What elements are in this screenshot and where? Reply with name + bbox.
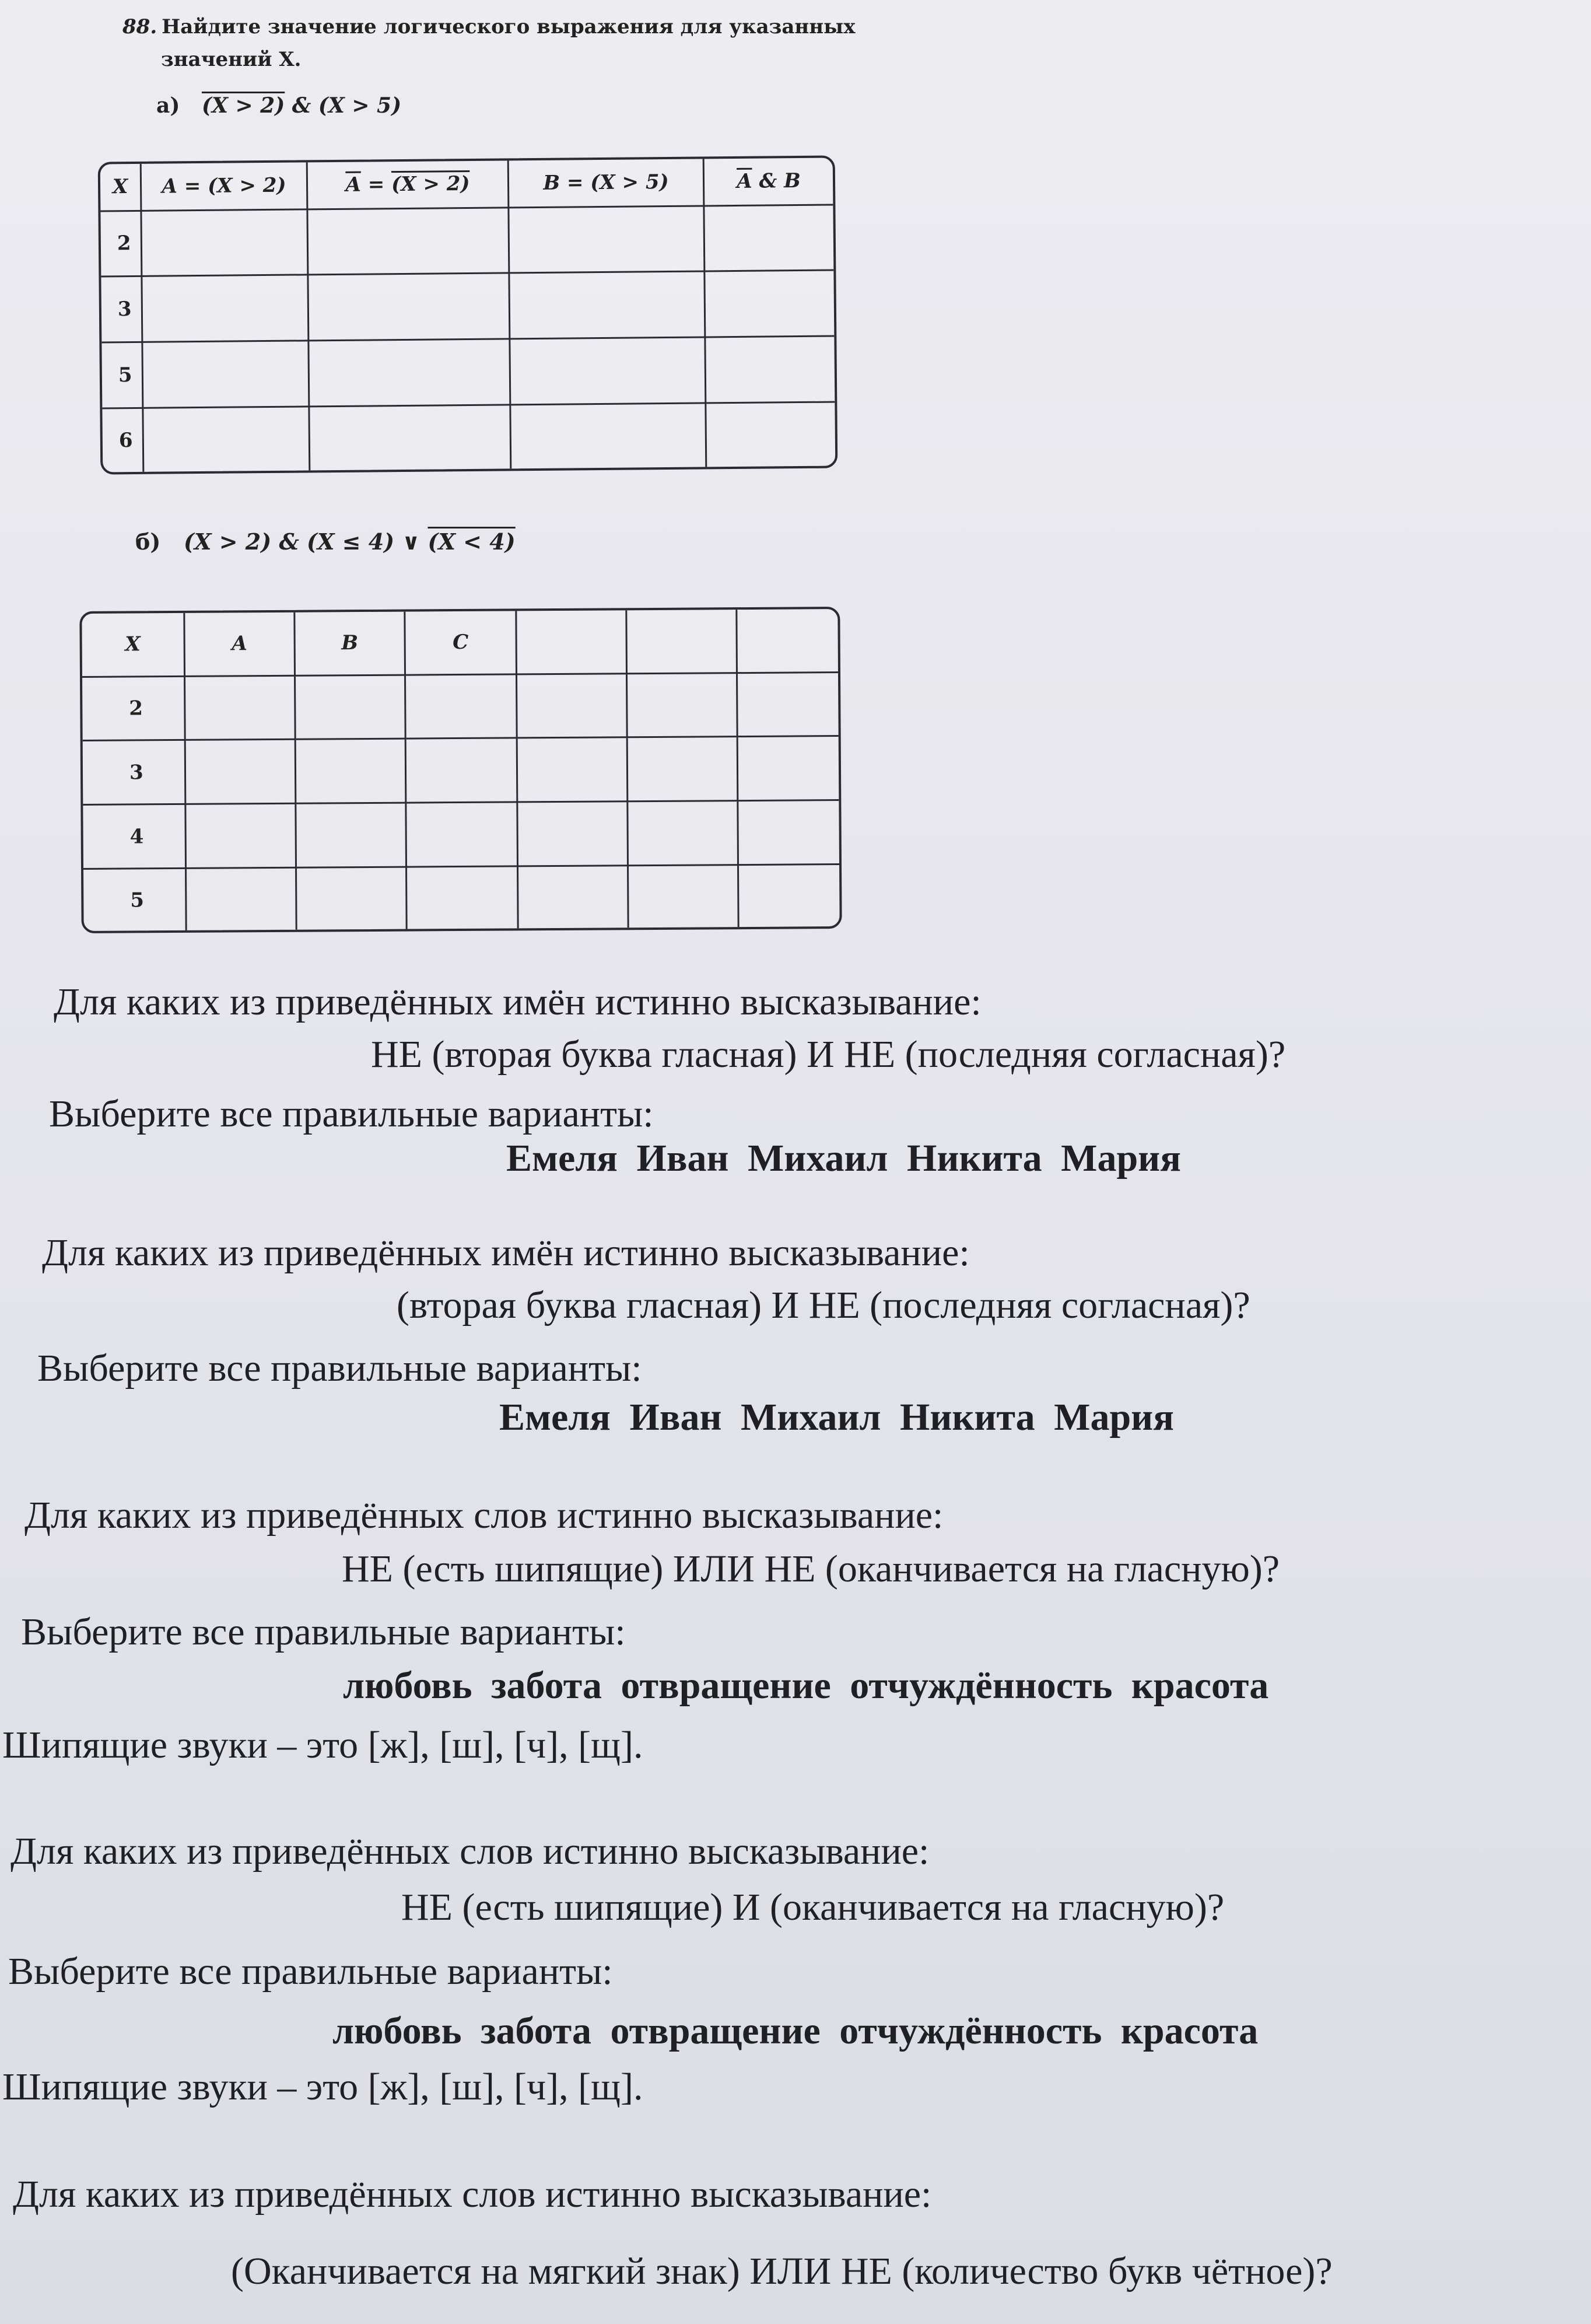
table-b-cell[interactable] [628, 865, 739, 928]
table-b-cell[interactable] [296, 867, 407, 929]
table-b-header: X [82, 613, 184, 677]
part-b-letter: б) [135, 528, 161, 555]
table-b-cell[interactable] [626, 673, 737, 737]
table-b-row-x: 4 [83, 804, 185, 869]
question-3-note: Шипящие звуки – это [ж], [ш], [ч], [щ]. [2, 1724, 643, 1766]
table-a-header: X [100, 164, 141, 211]
table-a-header: A = (X > 2) [141, 162, 307, 210]
part-a-label [156, 93, 401, 118]
task-heading-line2: значений X. [161, 48, 302, 71]
table-b-header: C [405, 611, 517, 674]
table-b-cell[interactable] [737, 736, 839, 801]
truth-table-a [98, 155, 838, 474]
question-2-statement: (вторая буква гласная) И НЕ (последняя согласная)? [397, 1284, 1250, 1326]
table-a-cell[interactable] [705, 336, 835, 403]
part-b-label [135, 528, 516, 555]
table-b-header [737, 609, 838, 673]
table-b-cell[interactable] [517, 802, 628, 866]
table-a-cell[interactable] [143, 407, 310, 472]
table-b-cell[interactable] [185, 740, 296, 804]
question-3-prompt: Для каких из приведённых слов истинно высказывание: [24, 1494, 944, 1536]
table-a-header: B = (X > 5) [508, 159, 704, 207]
part-a-letter: а) [156, 93, 180, 118]
table-a-cell[interactable] [510, 337, 706, 405]
part-a-expression: (X > 2) & (X > 5) [201, 93, 402, 118]
part-b-expression: (X > 2) & (X ≤ 4) ∨ (X < 4) [184, 528, 516, 555]
truth-table-b [79, 607, 842, 933]
table-b-cell[interactable] [406, 802, 518, 867]
question-1-prompt: Для каких из приведённых имён истинно высказывание: [54, 981, 982, 1023]
question-4-prompt: Для каких из приведённых слов истинно высказывание: [10, 1830, 930, 1873]
table-b-header [626, 610, 737, 673]
table-b-row-x: 3 [83, 740, 185, 805]
table-a-cell[interactable] [308, 273, 510, 341]
table-b-cell[interactable] [185, 676, 296, 740]
table-b-row-x: 2 [82, 676, 185, 741]
table-a-cell[interactable] [706, 402, 835, 467]
table-b-cell[interactable] [737, 672, 838, 737]
question-1-choose: Выберите все правильные варианты: [49, 1093, 654, 1135]
table-b-cell[interactable] [405, 674, 517, 738]
table-b-cell[interactable] [295, 675, 406, 740]
table-b-cell[interactable] [405, 738, 517, 803]
table-b-cell[interactable] [186, 867, 297, 930]
table-a-row-x: 3 [101, 276, 142, 343]
question-2-prompt: Для каких из приведённых имён истинно высказывание: [42, 1231, 970, 1274]
table-a-cell[interactable] [141, 209, 308, 276]
table-b-header: A [184, 612, 295, 676]
question-5-prompt: Для каких из приведённых слов истинно высказывание: [13, 2173, 932, 2216]
question-1-options[interactable]: Емеля Иван Михаил Никита Мария [506, 1137, 1181, 1180]
table-b-header: B [295, 612, 405, 676]
task-number: 88. [122, 15, 157, 38]
question-3-statement: НЕ (есть шипящие) ИЛИ НЕ (оканчивается на гласную)? [342, 1548, 1280, 1590]
table-a-header: $\overline{A} = (X > 2)$ [307, 160, 509, 209]
table-b-cell[interactable] [185, 804, 296, 869]
table-b-cell[interactable] [628, 801, 738, 866]
question-4-statement: НЕ (есть шипящие) И (оканчивается на гласную)? [401, 1886, 1225, 1929]
task-heading-line1: Найдите значение логического выражения для указанных [162, 15, 856, 38]
question-2-choose: Выберите все правильные варианты: [37, 1347, 642, 1390]
table-b-cell[interactable] [296, 803, 406, 867]
table-a-cell[interactable] [142, 341, 309, 408]
table-a-header: $\overline{A}$ & B [703, 158, 833, 206]
table-b-row-x: 5 [83, 869, 186, 931]
table-b-header [516, 610, 627, 674]
question-3-choose: Выберите все правильные варианты: [21, 1611, 626, 1653]
table-a-cell[interactable] [309, 405, 511, 470]
question-1-statement: НЕ (вторая буква гласная) И НЕ (последняя согласная)? [371, 1033, 1286, 1076]
question-4-note: Шипящие звуки – это [ж], [ш], [ч], [щ]. [2, 2066, 643, 2108]
table-a-row-x: 5 [101, 342, 142, 409]
table-b-cell[interactable] [406, 866, 518, 929]
question-2-options[interactable]: Емеля Иван Михаил Никита Мария [499, 1396, 1174, 1438]
table-b-cell[interactable] [518, 866, 629, 928]
table-b-cell[interactable] [516, 673, 627, 738]
table-a-cell[interactable] [309, 339, 510, 407]
question-5-statement: (Оканчивается на мягкий знак) ИЛИ НЕ (количество букв чётное)? [231, 2250, 1333, 2292]
question-4-choose: Выберите все правильные варианты: [8, 1950, 613, 1993]
table-a-row-x: 6 [102, 408, 143, 473]
table-a-cell[interactable] [705, 270, 834, 337]
table-b-cell[interactable] [295, 738, 406, 803]
task-heading [122, 10, 881, 76]
table-a-cell[interactable] [510, 403, 706, 468]
table-a-cell[interactable] [307, 207, 509, 275]
table-a-cell[interactable] [142, 275, 309, 342]
table-a-cell[interactable] [509, 271, 705, 339]
question-3-options[interactable]: любовь забота отвращение отчуждённость красота [343, 1664, 1269, 1707]
table-b-cell[interactable] [738, 800, 839, 865]
table-b-cell[interactable] [738, 864, 840, 927]
table-a-cell[interactable] [704, 205, 833, 272]
table-a-row-x: 2 [100, 211, 141, 277]
question-4-options[interactable]: любовь забота отвращение отчуждённость красота [332, 2010, 1259, 2052]
table-b-cell[interactable] [627, 737, 738, 802]
table-b-cell[interactable] [517, 737, 628, 802]
table-a-cell[interactable] [509, 205, 705, 273]
